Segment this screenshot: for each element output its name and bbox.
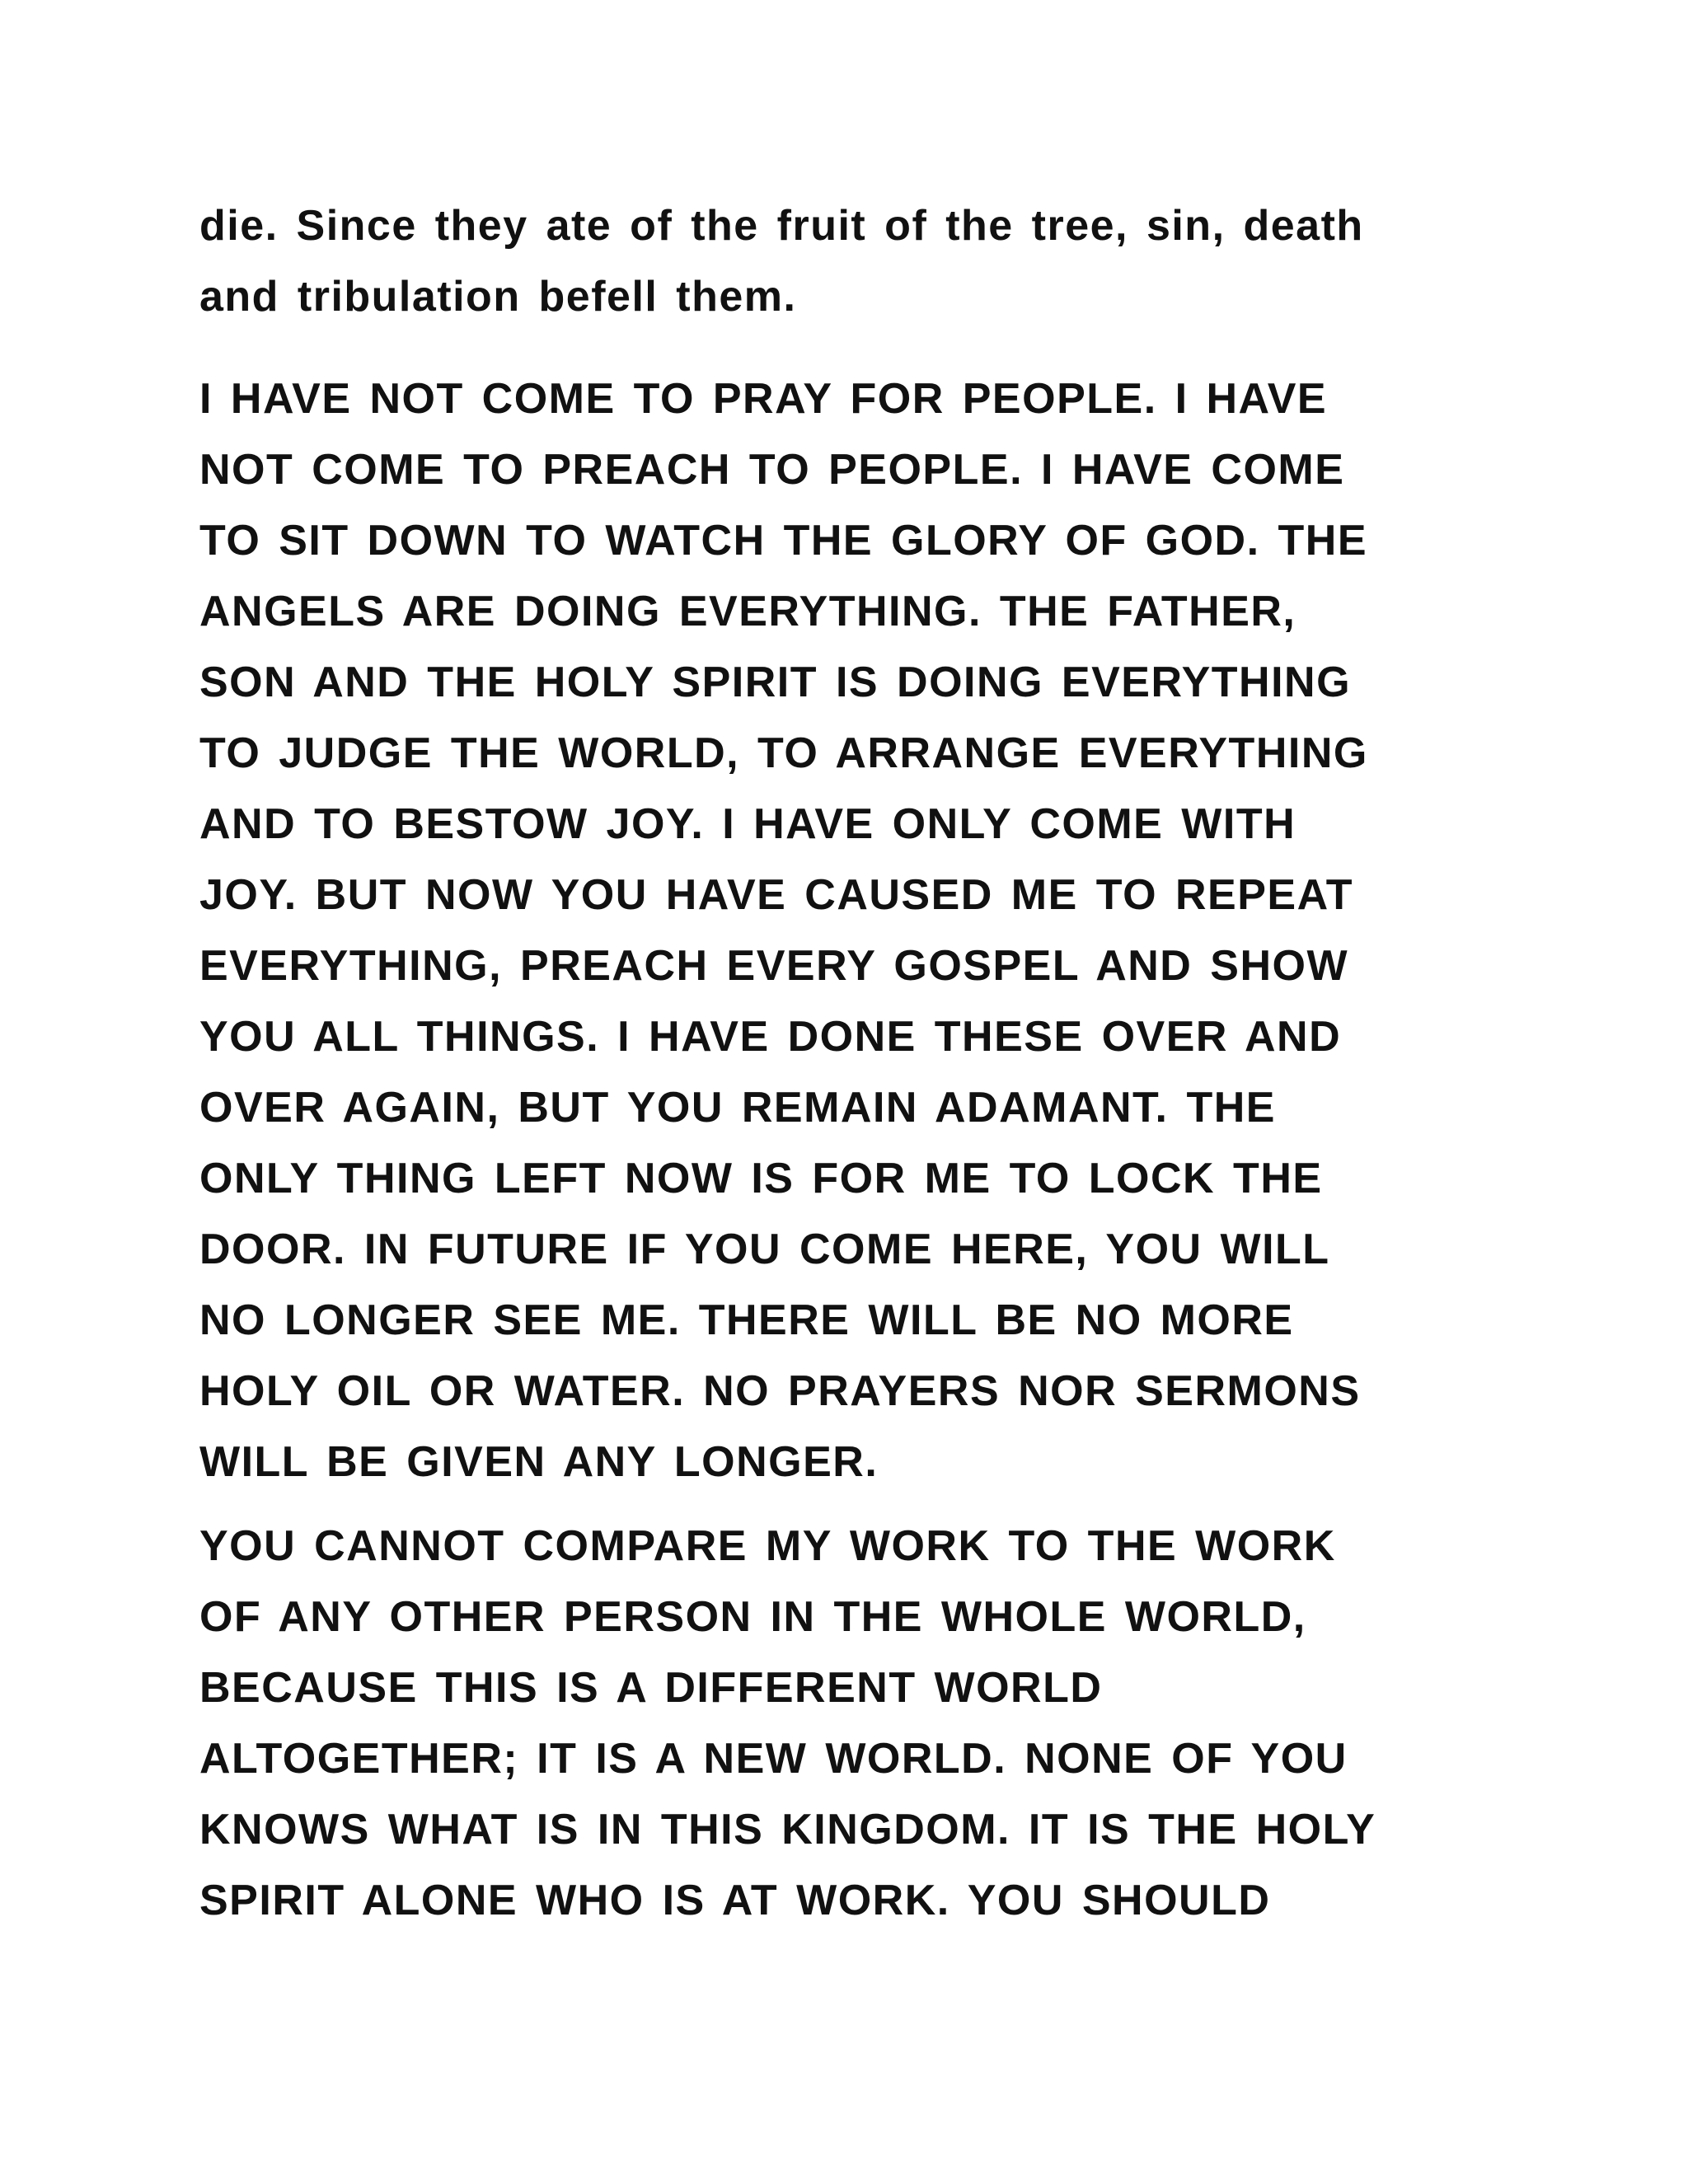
- text-line: OF ANY OTHER PERSON IN THE WHOLE WORLD,: [199, 1593, 1306, 1641]
- text-line: EVERYTHING, PREACH EVERY GOSPEL AND SHOW: [199, 942, 1349, 990]
- text-line: HOLY OIL OR WATER. NO PRAYERS NOR SERMONS: [199, 1367, 1361, 1415]
- text-line: WILL BE GIVEN ANY LONGER.: [199, 1438, 879, 1486]
- text-line: YOU ALL THINGS. I HAVE DONE THESE OVER AND: [199, 1013, 1342, 1061]
- text-line: KNOWS WHAT IS IN THIS KINGDOM. IT IS THE HOLY: [199, 1806, 1376, 1854]
- text-line: NO LONGER SEE ME. THERE WILL BE NO MORE: [199, 1296, 1294, 1344]
- text-line: YOU CANNOT COMPARE MY WORK TO THE WORK: [199, 1522, 1336, 1570]
- text-line: TO SIT DOWN TO WATCH THE GLORY OF GOD. THE: [199, 517, 1367, 565]
- text-line: SON AND THE HOLY SPIRIT IS DOING EVERYTHING: [199, 658, 1352, 706]
- text-line: TO JUDGE THE WORLD, TO ARRANGE EVERYTHING: [199, 729, 1368, 777]
- text-line: I HAVE NOT COME TO PRAY FOR PEOPLE. I HAVE: [199, 375, 1328, 423]
- text-line: NOT COME TO PREACH TO PEOPLE. I HAVE COME: [199, 446, 1345, 494]
- text-line: BECAUSE THIS IS A DIFFERENT WORLD: [199, 1664, 1103, 1712]
- text-line: ONLY THING LEFT NOW IS FOR ME TO LOCK THE: [199, 1155, 1323, 1202]
- text-line: and tribulation befell them.: [199, 273, 797, 321]
- text-line: ALTOGETHER; IT IS A NEW WORLD. NONE OF YOU: [199, 1735, 1348, 1783]
- text-line: AND TO BESTOW JOY. I HAVE ONLY COME WITH: [199, 800, 1296, 848]
- text-line: die. Since they ate of the fruit of the tree, sin, death: [199, 202, 1364, 250]
- text-line: SPIRIT ALONE WHO IS AT WORK. YOU SHOULD: [199, 1877, 1271, 1924]
- text-line: OVER AGAIN, BUT YOU REMAIN ADAMANT. THE: [199, 1084, 1276, 1132]
- text-line: JOY. BUT NOW YOU HAVE CAUSED ME TO REPEAT: [199, 871, 1354, 919]
- text-line: DOOR. IN FUTURE IF YOU COME HERE, YOU WILL: [199, 1226, 1330, 1273]
- text-line: ANGELS ARE DOING EVERYTHING. THE FATHER,: [199, 588, 1296, 635]
